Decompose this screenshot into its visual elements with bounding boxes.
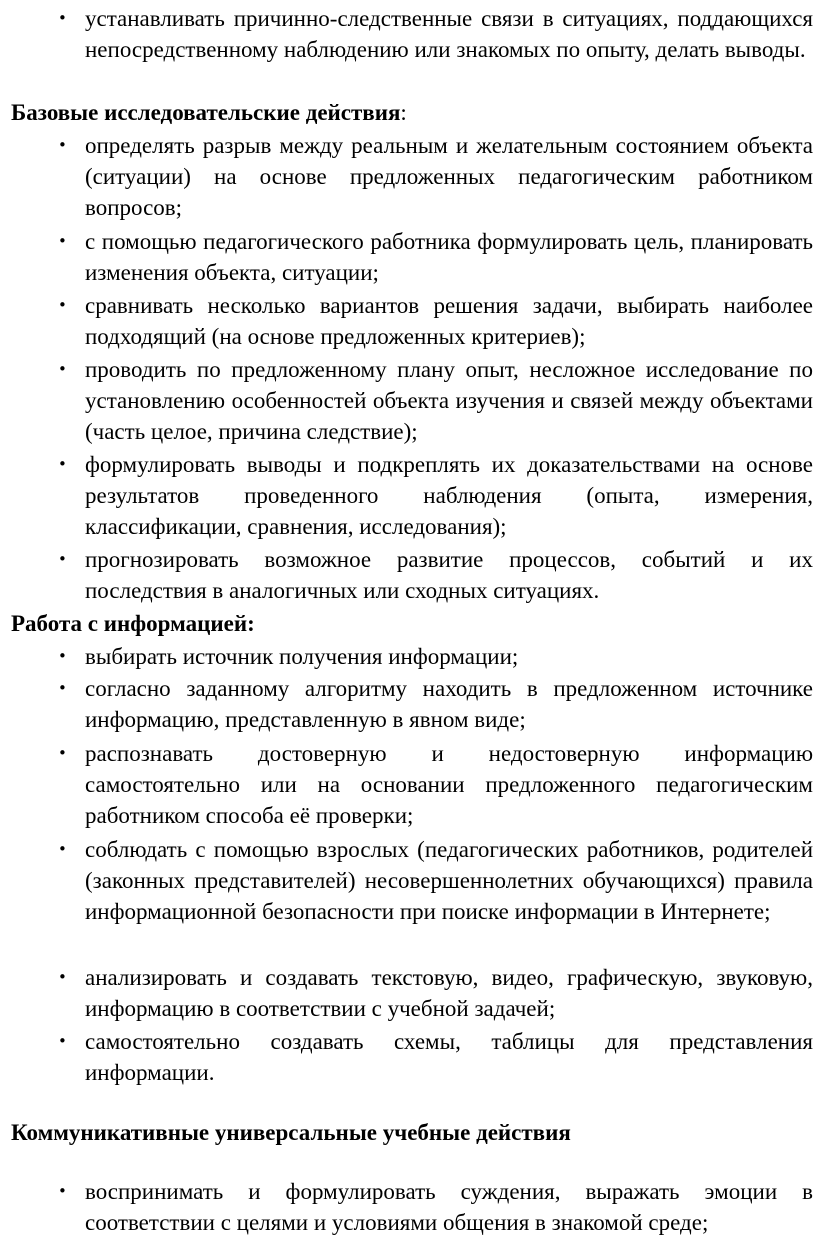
heading-research-actions bbox=[11, 97, 407, 128]
heading-information: Работа с информацией: bbox=[11, 611, 255, 636]
list-item-intro: • устанавливать причинно-следственные связи в ситуациях, поддающихся непосредственному наблюдению или знакомых по опыту, делать выводы. bbox=[85, 3, 813, 65]
list-item: • проводить по предложенному плану опыт, несложное исследование по установлению особенностей объекта изучения и связей между объектами (часть целое, причина следствие); bbox=[85, 354, 813, 447]
list-item: • самостоятельно создавать схемы, таблицы для представления информации. bbox=[85, 1026, 813, 1088]
list-item: • согласно заданному алгоритму находить в предложенном источнике информацию, представленную в явном виде; bbox=[85, 673, 813, 735]
list-item: • распознавать достоверную и недостоверную информацию самостоятельно или на основании предложенного педагогическим работником способа её проверки; bbox=[85, 738, 813, 831]
heading-research-text: Базовые исследовательские действия bbox=[11, 100, 401, 125]
list-item: • воспринимать и формулировать суждения, выражать эмоции в соответствии с целями и условиями общения в знакомой среде; bbox=[85, 1176, 813, 1238]
heading-research-colon: : bbox=[400, 100, 407, 125]
list-item: • с помощью педагогического работника формулировать цель, планировать изменения объекта, ситуации; bbox=[85, 226, 813, 288]
list-item: • формулировать выводы и подкреплять их доказательствами на основе результатов проведенного наблюдения (опыта, измерения, классификации, сравнения, исследования); bbox=[85, 449, 813, 542]
list-item: • соблюдать с помощью взрослых (педагогических работников, родителей (законных представителей) несовершеннолетних обучающихся) правила информационной безопасности при поиске информации в Интернете; bbox=[85, 834, 813, 927]
list-item: • сравнивать несколько вариантов решения задачи, выбирать наиболее подходящий (на основе предложенных критериев); bbox=[85, 290, 813, 352]
list-item: • определять разрыв между реальным и желательным состоянием объекта (ситуации) на основе предложенных педагогическим работником вопросов; bbox=[85, 130, 813, 223]
heading-communicative: Коммуникативные универсальные учебные действия bbox=[11, 1120, 571, 1145]
list-item: • прогнозировать возможное развитие процессов, событий и их последствия в аналогичных или сходных ситуациях. bbox=[85, 544, 813, 606]
list-item: • анализировать и создавать текстовую, видео, графическую, звуковую, информацию в соответствии с учебной задачей; bbox=[85, 962, 813, 1024]
list-item: • выбирать источник получения информации; bbox=[85, 641, 813, 672]
